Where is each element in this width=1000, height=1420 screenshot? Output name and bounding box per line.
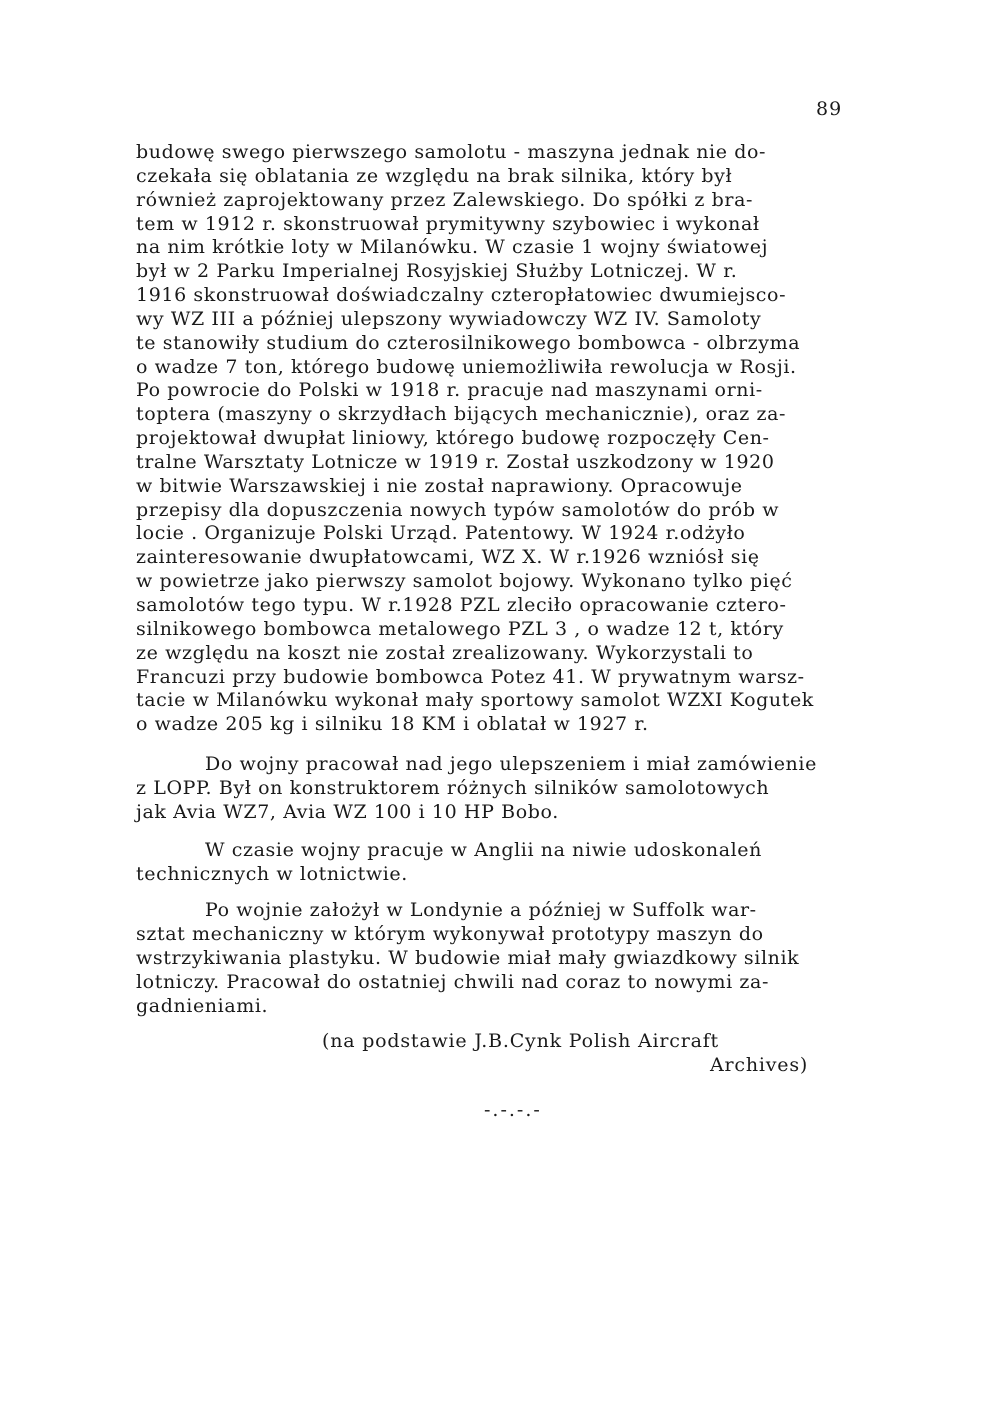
text-line: również zaprojektowany przez Zalewskiego. Do spółki z bra-: [136, 189, 754, 211]
text-line: samolotów tego typu. W r.1928 PZL zleciło opracowanie cztero-: [136, 594, 787, 616]
end-marker: -.-.-.-: [484, 1099, 542, 1121]
text-line: z LOPP. Był on konstruktorem różnych silników samolotowych: [136, 777, 770, 799]
text-line: silnikowego bombowca metalowego PZL 3 , o wadze 12 t, który: [136, 618, 784, 640]
text-line: projektował dwupłat liniowy, którego budowę rozpoczęły Cen-: [136, 427, 770, 449]
text-line: w bitwie Warszawskiej i nie został naprawiony. Opracowuje: [136, 475, 743, 497]
text-line: gadnieniami.: [136, 995, 269, 1017]
text-line: sztat mechaniczny w którym wykonywał prototypy maszyn do: [136, 923, 764, 945]
text-line: tacie w Milanówku wykonał mały sportowy samolot WZXI Kogutek: [136, 689, 814, 711]
text-line: czekała się oblatania ze względu na brak silnika, który był: [136, 165, 733, 187]
text-line: 1916 skonstruował doświadczalny czteropłatowiec dwumiejsco-: [136, 284, 787, 306]
text-line: budowę swego pierwszego samolotu - maszyna jednak nie do-: [136, 141, 767, 163]
text-line: o wadze 205 kg i silniku 18 KM i oblatał w 1927 r.: [136, 713, 649, 735]
text-line: zainteresowanie dwupłatowcami, WZ X. W r.1926 wzniósł się: [136, 546, 760, 568]
text-line: w powietrze jako pierwszy samolot bojowy. Wykonano tylko pięć: [136, 570, 793, 592]
text-line: na nim krótkie loty w Milanówku. W czasie 1 wojny światowej: [136, 236, 769, 258]
text-line: Po wojnie założył w Londynie a później w Suffolk war-: [205, 899, 757, 921]
text-line: jak Avia WZ7, Avia WZ 100 i 10 HP Bobo.: [136, 801, 559, 823]
text-line: Do wojny pracował nad jego ulepszeniem i miał zamówienie: [205, 753, 817, 775]
text-line: toptera (maszyny o skrzydłach bijących mechanicznie), oraz za-: [136, 403, 787, 425]
text-line: Po powrocie do Polski w 1918 r. pracuje nad maszynami orni-: [136, 379, 763, 401]
text-line: wy WZ III a później ulepszony wywiadowczy WZ IV. Samoloty: [136, 308, 762, 330]
text-line: technicznych w lotnictwie.: [136, 863, 408, 885]
page-number: 89: [816, 98, 843, 120]
text-line: tem w 1912 r. skonstruował prymitywny szybowiec i wykonał: [136, 213, 760, 235]
text-line: wstrzykiwania plastyku. W budowie miał mały gwiazdkowy silnik: [136, 947, 800, 969]
attribution-line: (na podstawie J.B.Cynk Polish Aircraft: [322, 1030, 719, 1052]
text-line: tralne Warsztaty Lotnicze w 1919 r. Został uszkodzony w 1920: [136, 451, 775, 473]
text-line: o wadze 7 ton, którego budowę uniemożliwiła rewolucja w Rosji.: [136, 356, 797, 378]
text-line: przepisy dla dopuszczenia nowych typów samolotów do prób w: [136, 499, 780, 521]
text-line: te stanowiły studium do czterosilnikowego bombowca - olbrzyma: [136, 332, 801, 354]
text-line: ze względu na koszt nie został zrealizowany. Wykorzystali to: [136, 642, 754, 664]
text-line: W czasie wojny pracuje w Anglii na niwie udoskonaleń: [205, 839, 762, 861]
text-line: Francuzi przy budowie bombowca Potez 41. W prywatnym warsz-: [136, 666, 805, 688]
text-line: lotniczy. Pracował do ostatniej chwili nad coraz to nowymi za-: [136, 971, 769, 993]
text-line: był w 2 Parku Imperialnej Rosyjskiej Służby Lotniczej. W r.: [136, 260, 738, 282]
attribution-line: Archives): [710, 1054, 809, 1076]
text-line: locie . Organizuje Polski Urząd. Patentowy. W 1924 r.odżyło: [136, 522, 746, 544]
